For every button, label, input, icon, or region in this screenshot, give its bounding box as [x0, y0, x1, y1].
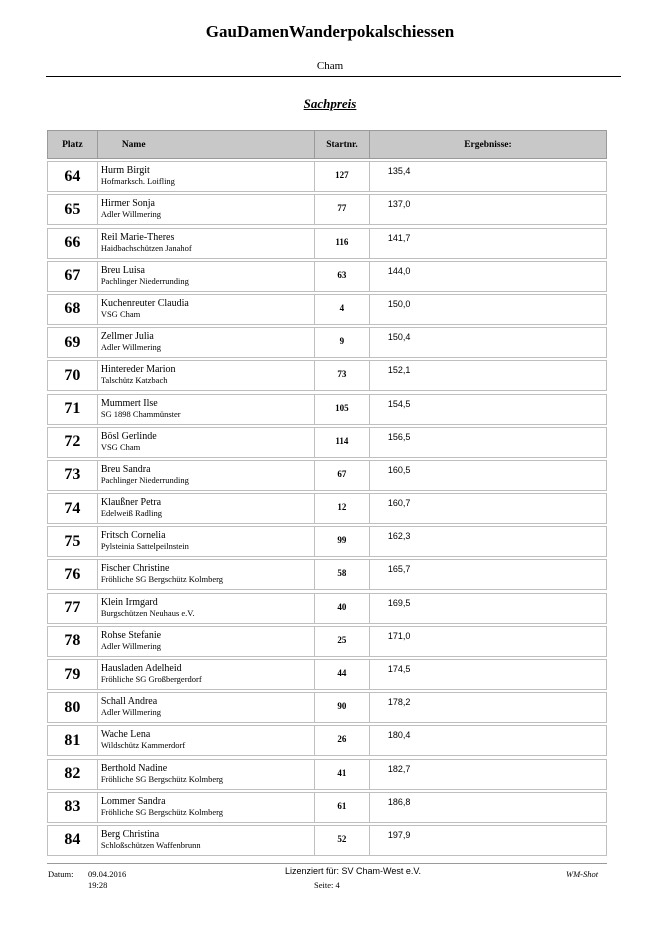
shooter-name: Klein Irmgard [100, 596, 158, 608]
result-cell: 174,5 [387, 664, 411, 674]
section-title: Sachpreis [303, 96, 357, 111]
table-row [47, 825, 607, 856]
result-cell: 150,0 [387, 298, 411, 309]
result-cell: 156,5 [387, 431, 411, 442]
name-cell [98, 428, 315, 457]
shooter-name: Hintereder Marion [100, 364, 176, 376]
place-cell: 65 [48, 195, 98, 224]
shooter-name: Schall Andrea [100, 696, 158, 708]
shooter-name: Fritsch Cornelia [100, 530, 166, 542]
place-cell: 66 [48, 229, 98, 258]
place-cell: 75 [48, 527, 98, 556]
club-name: Burgschützen Neuhaus e.V. [100, 607, 195, 618]
club-name: Fröhliche SG Großbergerdorf [100, 674, 202, 684]
club-name: Adler Willmering [100, 707, 161, 718]
start-number-cell: 52 [315, 826, 370, 855]
shooter-name: Bösl Gerlinde [100, 430, 157, 442]
name-cell [98, 594, 315, 623]
shooter-name: Klaußner Petra [100, 497, 162, 509]
club-name: VSG Cham [100, 441, 141, 452]
result-cell: 144,0 [387, 265, 411, 276]
table-row [47, 692, 607, 723]
place-cell: 74 [48, 494, 98, 523]
column-header-start-number: Startnr. [315, 131, 370, 158]
document-title: GauDamenWanderpokalschiessen [205, 22, 455, 41]
start-number-cell: 105 [315, 395, 370, 424]
club-name: Pachlinger Niederrunding [100, 275, 189, 286]
club-name: Adler Willmering [100, 209, 161, 220]
header-divider [46, 76, 621, 77]
table-row [47, 394, 607, 425]
footer-date-label: Datum: [48, 869, 74, 879]
place-cell: 82 [48, 760, 98, 789]
start-number-cell: 63 [315, 262, 370, 291]
name-cell [98, 295, 315, 324]
name-cell [98, 162, 315, 191]
name-cell [98, 395, 315, 424]
table-row [47, 593, 607, 624]
start-number-cell: 4 [315, 295, 370, 324]
club-name: SG 1898 Chammünster [100, 408, 181, 419]
table-row [47, 659, 607, 690]
name-cell [98, 361, 315, 390]
start-number-cell: 58 [315, 560, 370, 589]
start-number-cell: 90 [315, 693, 370, 722]
table-row [47, 626, 607, 657]
name-cell [98, 627, 315, 656]
result-cell: 180,4 [387, 730, 411, 741]
table-row [47, 261, 607, 292]
result-cell: 160,7 [387, 498, 411, 509]
start-number-cell: 40 [315, 594, 370, 623]
club-name: Pachlinger Niederrunding [100, 474, 189, 485]
start-number-cell: 127 [315, 162, 370, 191]
table-row [47, 460, 607, 491]
shooter-name: Mummert Ilse [100, 397, 158, 409]
start-number-cell: 61 [315, 793, 370, 822]
name-cell [98, 726, 315, 755]
club-name: Adler Willmering [100, 342, 161, 353]
place-cell: 73 [48, 461, 98, 490]
start-number-cell: 25 [315, 627, 370, 656]
shooter-name: Hirmer Sonja [100, 198, 155, 210]
result-cell: 141,7 [387, 232, 411, 243]
place-cell: 81 [48, 726, 98, 755]
club-name: Fröhliche SG Bergschütz Kolmberg [100, 806, 224, 817]
name-cell [98, 262, 315, 291]
result-cell: 165,7 [387, 564, 411, 575]
place-cell: 76 [48, 560, 98, 589]
place-cell: 67 [48, 262, 98, 291]
club-name: Pylsteinia Sattelpeilnstein [100, 541, 189, 552]
club-name: Edelweiß Radling [100, 508, 162, 519]
start-number-cell: 9 [315, 328, 370, 357]
start-number-cell: 26 [315, 726, 370, 755]
table-row [47, 161, 607, 192]
name-cell [98, 328, 315, 357]
place-cell: 70 [48, 361, 98, 390]
place-cell: 83 [48, 793, 98, 822]
name-cell [98, 527, 315, 556]
place-cell: 80 [48, 693, 98, 722]
shooter-name: Lommer Sandra [100, 795, 166, 807]
table-row [47, 294, 607, 325]
table-row [47, 526, 607, 557]
table-body [47, 161, 607, 856]
result-cell: 135,4 [387, 166, 411, 177]
shooter-name: Breu Sandra [100, 463, 151, 475]
shooter-name: Berthold Nadine [100, 762, 168, 774]
table-row [47, 792, 607, 823]
result-cell: 137,0 [387, 199, 411, 210]
footer-page-number: Seite: 4 [314, 880, 340, 890]
result-cell: 162,3 [387, 531, 411, 542]
start-number-cell: 41 [315, 760, 370, 789]
shooter-name: Rohse Stefanie [100, 629, 162, 641]
column-header-name: Name [98, 131, 315, 158]
result-cell: 178,2 [387, 697, 411, 708]
club-name: Adler Willmering [100, 640, 161, 651]
table-row [47, 194, 607, 225]
shooter-name: Hurm Birgit [100, 165, 150, 177]
shooter-name: Kuchenreuter Claudia [100, 297, 189, 309]
shooter-name: Zellmer Julia [100, 331, 154, 343]
table-row [47, 759, 607, 790]
club-name: Wildschütz Kammerdorf [100, 740, 186, 751]
shooter-name: Fischer Christine [100, 563, 170, 575]
name-cell [98, 793, 315, 822]
results-table [47, 130, 607, 856]
club-name: Talschütz Katzbach [100, 375, 168, 386]
column-header-results: Ergebnisse: [464, 139, 512, 150]
table-row [47, 725, 607, 756]
shooter-name: Hausladen Adelheid [100, 663, 182, 674]
table-row [47, 327, 607, 358]
result-cell: 154,5 [387, 398, 411, 409]
club-name: Fröhliche SG Bergschütz Kolmberg [100, 574, 224, 585]
name-cell [98, 660, 315, 689]
name-cell [98, 760, 315, 789]
result-cell: 182,7 [387, 763, 411, 774]
result-cell: 169,5 [387, 597, 411, 608]
start-number-cell: 116 [315, 229, 370, 258]
club-name: Fröhliche SG Bergschütz Kolmberg [100, 773, 224, 784]
footer-software-name: WM-Shot [566, 869, 599, 879]
place-cell: 71 [48, 395, 98, 424]
footer-divider [47, 863, 607, 864]
place-cell: 79 [48, 660, 98, 689]
place-cell: 72 [48, 428, 98, 457]
name-cell [98, 826, 315, 855]
result-cell: 186,8 [387, 796, 411, 807]
place-cell: 64 [48, 162, 98, 191]
table-row [47, 228, 607, 259]
place-cell: 68 [48, 295, 98, 324]
name-cell [98, 229, 315, 258]
start-number-cell: 67 [315, 461, 370, 490]
shooter-name: Berg Christina [100, 828, 160, 840]
start-number-cell: 77 [315, 195, 370, 224]
name-cell [98, 693, 315, 722]
name-cell [98, 494, 315, 523]
start-number-cell: 73 [315, 361, 370, 390]
footer-date: 09.04.2016 [88, 869, 127, 879]
column-header-place: Platz [48, 131, 98, 158]
footer-time: 19:28 [88, 880, 108, 890]
result-cell: 160,5 [387, 464, 411, 475]
club-name: Haidbachschützen Janahof [100, 242, 192, 253]
table-header [47, 130, 607, 159]
place-cell: 77 [48, 594, 98, 623]
start-number-cell: 12 [315, 494, 370, 523]
result-cell: 152,1 [387, 365, 411, 376]
location-label: Cham [316, 60, 344, 72]
table-row [47, 360, 607, 391]
start-number-cell: 114 [315, 428, 370, 457]
table-row [47, 559, 607, 590]
table-row [47, 493, 607, 524]
club-name: Hofmarksch. Loifling [100, 176, 175, 187]
place-cell: 69 [48, 328, 98, 357]
result-cell: 171,0 [387, 630, 411, 641]
place-cell: 84 [48, 826, 98, 855]
result-cell: 150,4 [387, 332, 411, 343]
start-number-cell: 99 [315, 527, 370, 556]
footer-license: Lizenziert für: SV Cham-West e.V. [285, 866, 422, 876]
name-cell [98, 560, 315, 589]
name-cell [98, 195, 315, 224]
shooter-name: Breu Luisa [100, 264, 145, 276]
place-cell: 78 [48, 627, 98, 656]
shooter-name: Wache Lena [100, 729, 151, 741]
name-cell [98, 461, 315, 490]
start-number-cell: 44 [315, 660, 370, 689]
result-cell: 197,9 [387, 829, 411, 840]
club-name: VSG Cham [100, 308, 141, 319]
shooter-name: Reil Marie-Theres [100, 231, 175, 243]
table-row [47, 427, 607, 458]
club-name: Schloßschützen Waffenbrunn [100, 839, 201, 850]
